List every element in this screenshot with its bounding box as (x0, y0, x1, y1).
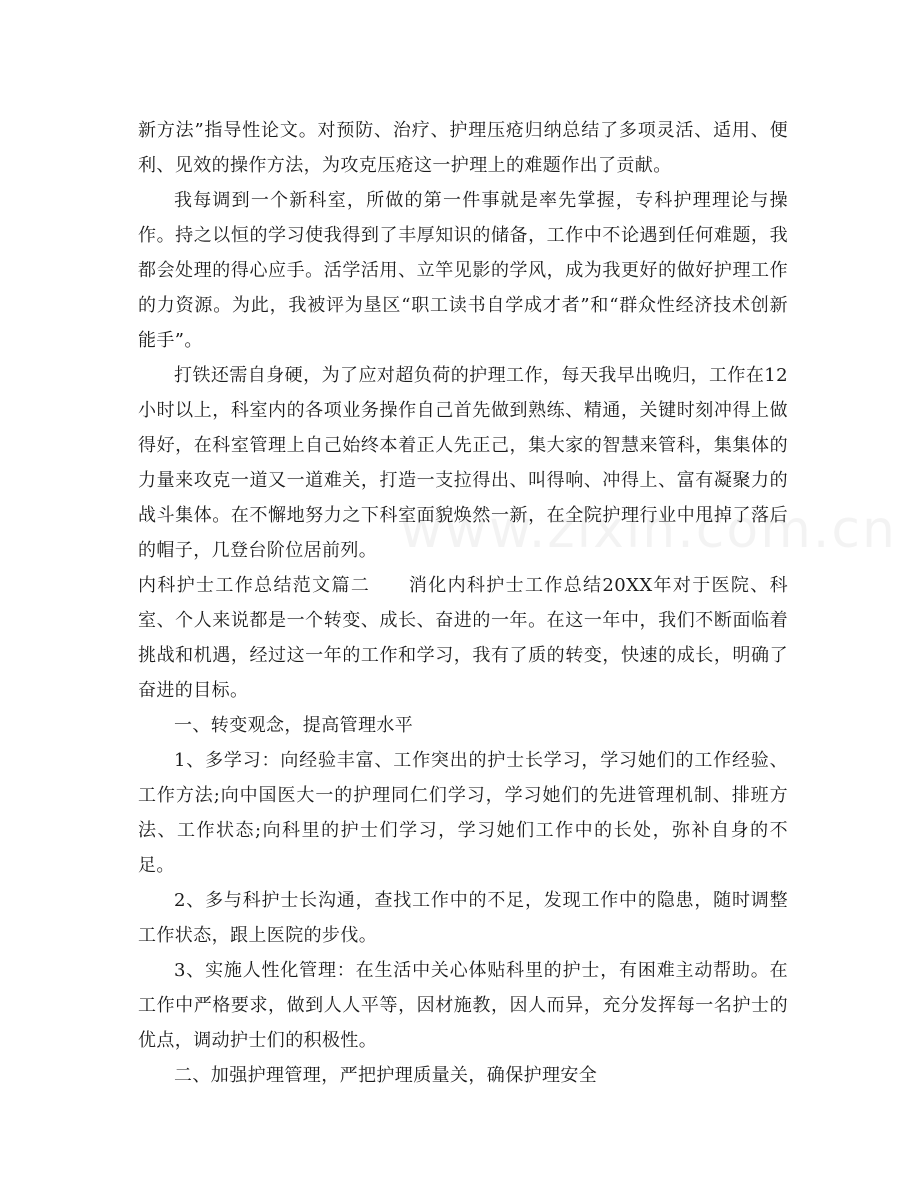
heading-2: 二、加强护理管理，严把护理质量关，确保护理安全 (174, 1065, 598, 1086)
heading-1: 一、转变观念，提高管理水平 (174, 715, 414, 736)
list-item-1: 1、多学习：向经验丰富、工作突出的护士长学习，学习她们的工作经验、工作方法;向中国医大一的护理同仁们学习，学习她们的先进管理机制、排班方法、工作状态;向科里的护士们学习，学习她们工作中的长处，弥补自身的不足。 (138, 750, 788, 876)
section-title-paragraph: 内科护士工作总结范文篇二 消化内科护士工作总结20XX年对于医院、科室、个人来说都是一个转变、成长、奋进的一年。在这一年中，我们不断面临着挑战和机遇，经过这一年的工作和学习，我有了质的转变，快速的成长，明确了奋进的目标。 (138, 575, 788, 701)
paragraph-1: 新方法”指导性论文。对预防、治疗、护理压疮归纳总结了多项灵活、适用、便利、见效的操作方法，为攻克压疮这一护理上的难题作出了贡献。 (138, 120, 788, 176)
document-body (138, 113, 788, 1093)
paragraph-2: 我每调到一个新科室，所做的第一件事就是率先掌握，专科护理理论与操作。持之以恒的学习使我得到了丰厚知识的储备，工作中不论遇到任何难题，我都会处理的得心应手。活学活用、立竿见影的学风，成为我更好的做好护理工作的力资源。为此，我被评为垦区“职工读书自学成才者”和“群众性经济技术创新能手”。 (138, 190, 788, 351)
list-item-3: 3、实施人性化管理：在生活中关心体贴科里的护士，有困难主动帮助。在工作中严格要求，做到人人平等，因材施教，因人而异，充分发挥每一名护士的优点，调动护士们的积极性。 (138, 960, 788, 1051)
paragraph-3: 打铁还需自身硬，为了应对超负荷的护理工作，每天我早出晚归，工作在12小时以上，科室内的各项业务操作自己首先做到熟练、精通，关键时刻冲得上做得好，在科室管理上自己始终本着正人先正己，集大家的智慧来管科，集集体的力量来攻克一道又一道难关，打造一支拉得出、叫得响、冲得上、富有凝聚力的战斗集体。在不懈地努力之下科室面貌焕然一新，在全院护理行业中甩掉了落后的帽子，几登台阶位居前列。 (138, 365, 788, 561)
list-item-2: 2、多与科护士长沟通，查找工作中的不足，发现工作中的隐患，随时调整工作状态，跟上医院的步伐。 (138, 890, 788, 946)
